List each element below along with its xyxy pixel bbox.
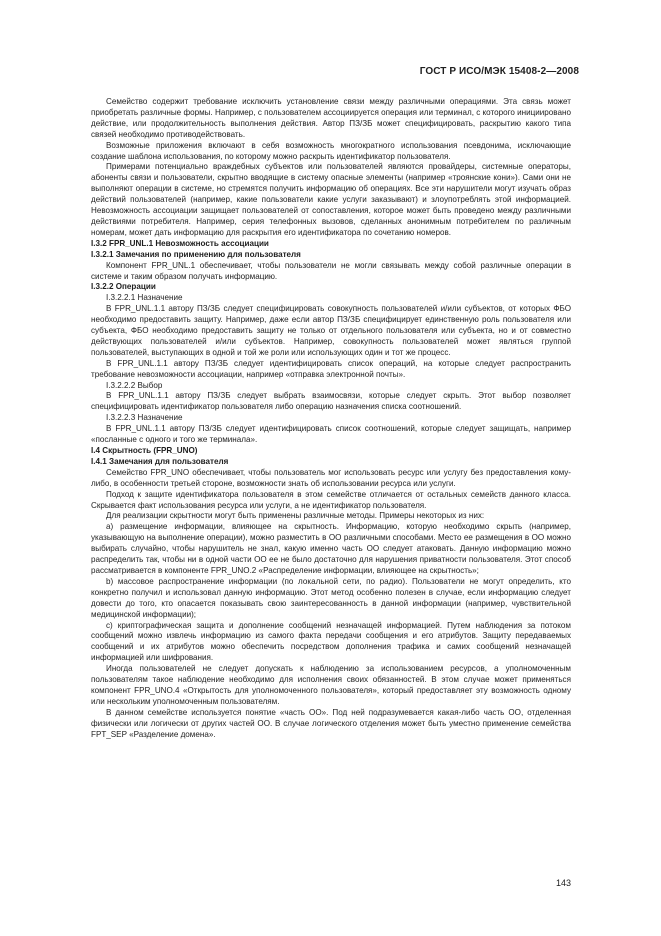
running-header: ГОСТ Р ИСО/МЭК 15408-2—2008	[419, 66, 579, 77]
subsection-label: I.3.2.2.1 Назначение	[106, 293, 183, 303]
paragraph: Семейство FPR_UNO обеспечивает, чтобы пользователь мог использовать ресурс или услугу без предоставления кому-либо, в особенности третьей стороне, возможности знать об использовании ресурса или услуги.	[91, 467, 571, 488]
section-heading: I.3.2.1 Замечания по применению для пользователя	[91, 249, 301, 259]
paragraph: В FPR_UNL.1.1 автору ПЗ/ЗБ следует идентифицировать список операций, на которые следует распространить требование невозможности ассоциации, например «отправка электронной почты».	[91, 358, 571, 379]
section-heading: I.4.1 Замечания для пользователя	[91, 456, 229, 466]
paragraph: В данном семействе используется понятие «часть ОО». Под ней подразумевается какая-либо часть ОО, отделенная физически или логически от других частей ОО. В случае логического отделения может быть уместно применение семейства FPT_SEP «Разделение домена».	[91, 707, 571, 739]
list-item: а) размещение информации, влияющее на скрытность. Информацию, которую необходимо скрыть (например, указывающую на выполнение операции), можно разместить в ОО различными способами. Место ее размещения в ОО можно выбирать случайно, чтобы нарушитель не знал, какую именно часть ОО следует атаковать. Данную информацию можно распределить так, чтобы ни в одной части ОО ее не было достаточно для нарушения приватности пользователя. Этот способ рассматривается в компоненте FPR_UNO.2 «Распределение информации, влияющее на скрытность»;	[91, 522, 571, 575]
section-heading: I.3.2 FPR_UNL.1 Невозможность ассоциации	[91, 238, 269, 248]
subsection-label: I.3.2.2.2 Выбор	[106, 380, 163, 390]
paragraph: Иногда пользователей не следует допускать к наблюдению за использованием ресурсов, а уполномоченным пользователям такое наблюдение необходимо для исполнения своих обязанностей. В этом случае может применяться компонент FPR_UNO.4 «Открытость для уполномоченного пользователя», который предоставляет эту возможность одному или нескольким уполномоченным пользователям.	[91, 664, 571, 706]
paragraph: В FPR_UNL.1.1 автору ПЗ/ЗБ следует выбрать взаимосвязи, которые следует скрыть. Этот выбор позволяет специфицировать идентификатор пользователя либо операцию назначения списка соотношений.	[91, 391, 571, 412]
paragraph: В FPR_UNL.1.1 автору ПЗ/ЗБ следует специфицировать совокупность пользователей и/или субъектов, от которых ФБО необходимо предоставить защиту. Например, даже если автор ПЗ/ЗБ специфицирует единственную роль пользователя или субъекта, ФБО необходимо предоставить защиту не только от отдельного пользователя или субъекта, но и от совместно действующих пользователей и/или субъектов. Например, совокупность пользователей может являться группой пользователей, выступающих в одной и той же роли или использующих один и тот же процесс.	[91, 304, 571, 357]
paragraph: Компонент FPR_UNL.1 обеспечивает, чтобы пользователи не могли связывать между собой различные операции в системе и таким образом получать информацию.	[91, 260, 571, 281]
paragraph: Возможные приложения включают в себя возможность многократного использования псевдонима, исключающие создание шаблона использования, по которому можно раскрыть идентификатор пользователя.	[91, 140, 571, 161]
paragraph: В FPR_UNL.1.1 автору ПЗ/ЗБ следует идентифицировать список соотношений, которые следует защищать, например «посланные с одного и того же терминала».	[91, 424, 571, 445]
list-item: b) массовое распространение информации (по локальной сети, по радио). Пользователи не могут определить, кто конкретно получил и использовал данную информацию. Этот метод особенно полезен в случае, если информацию следует довести до того, кто опасается показывать свою заинтересованность в данной информации (например, чувствительной медицинской информации);	[91, 576, 571, 619]
section-heading: I.4 Скрытность (FPR_UNO)	[91, 446, 198, 455]
page-body	[91, 97, 571, 740]
paragraph: Подход к защите идентификатора пользователя в этом семействе отличается от остальных семейств данного класса. Скрывается факт использования ресурса или услуги, а не идентификатор пользователя.	[91, 489, 571, 510]
paragraph: Для реализации скрытности могут быть применены различные методы. Примеры некоторых из них:	[106, 511, 485, 521]
page-number: 143	[555, 878, 571, 888]
subsection-label: I.3.2.2.3 Назначение	[106, 413, 183, 423]
list-item: с) криптографическая защита и дополнение сообщений незначащей информацией. Путем наблюдения за потоком сообщений можно извлечь информацию из самого факта передачи сообщения и его атрибутов. Защиту передаваемых сообщений и их атрибутов можно обеспечить посредством дополнения трафика и самих сообщений незначащей информацией или шифрования.	[91, 620, 571, 663]
section-heading: I.3.2.2 Операции	[91, 282, 156, 292]
paragraph: Семейство содержит требование исключить установление связи между различными операциями. Эта связь может приобретать различные формы. Например, с пользователем ассоциируется операция или терминал, с которого инициировано действие, или продолжительность выполнения действия. Автор ПЗ/ЗБ может специфицировать, раскрытию какого типа связей необходимо противодействовать.	[91, 97, 571, 139]
paragraph: Примерами потенциально враждебных субъектов или пользователей являются провайдеры, системные операторы, абоненты связи и пользователи, скрытно вводящие в систему опасные элементы (например «троянские кони»). Сами они не выполняют операции в системе, но стремятся получить информацию об операциях. Все эти нарушители могут изучать образ действий пользователей (например, какие пользователи какие услуги заказывают) и злоупотреблять этой информацией. Невозможность ассоциации защищает пользователей от сопоставления, которое может быть проведено между различными действиями потребителя. Например, серия телефонных вызовов, сделанных анонимным потребителем по различным номерам, может дать информацию для раскрытия его идентификатора по сочетанию номеров.	[91, 162, 571, 237]
